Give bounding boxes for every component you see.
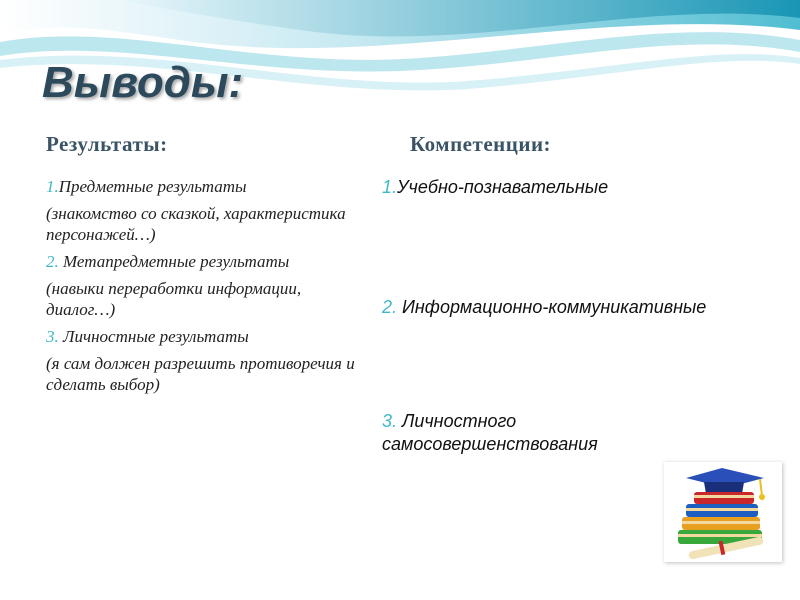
- list-item: 3. Личностного самосовершенствования: [382, 411, 598, 454]
- list-item: (знакомство со сказкой, характеристика персонажей…): [46, 204, 346, 244]
- list-item: (навыки переработки информации, диалог…): [46, 279, 302, 319]
- competencies-heading: Компетенции:: [410, 132, 552, 156]
- list-item: (я сам должен разрешить противоречия и сделать выбор): [46, 354, 355, 394]
- books-graduation-cap-icon: [664, 462, 782, 562]
- slide-title: Выводы:: [42, 58, 244, 107]
- list-item: 1.Предметные результаты: [46, 177, 247, 196]
- list-item: 3. Личностные результаты: [46, 327, 249, 346]
- results-heading: Результаты:: [46, 132, 168, 156]
- list-item: 2. Метапредметные результаты: [46, 252, 290, 271]
- list-item: 1.Учебно-познавательные: [382, 177, 609, 197]
- list-item: 2. Информационно-коммуникативные: [382, 297, 707, 317]
- results-list: [46, 176, 366, 401]
